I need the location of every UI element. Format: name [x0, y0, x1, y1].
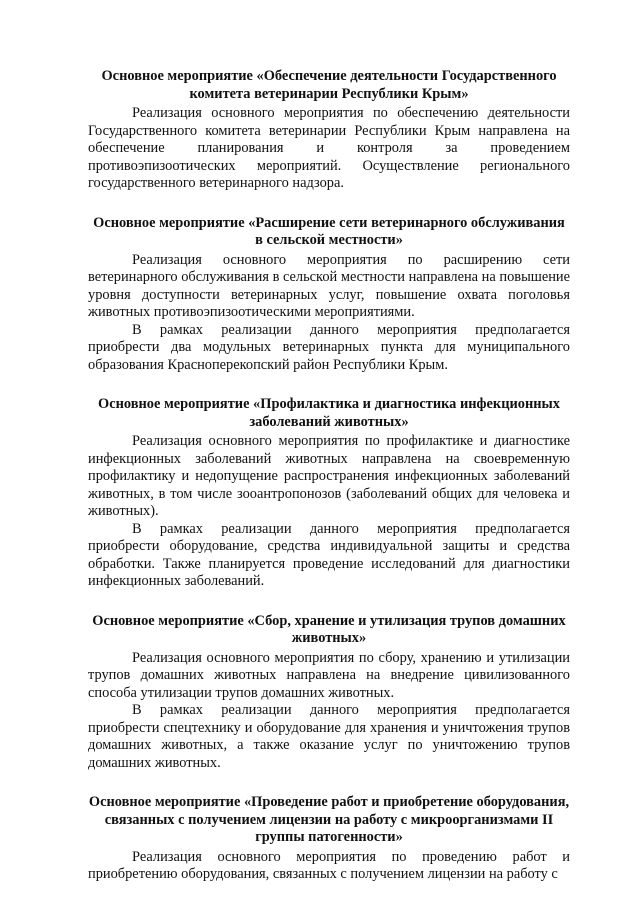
paragraph: Реализация основного мероприятия по профилактике и диагностике инфекционных заболеваний животных направлена на своевременную профилактику и недопущение распространения инфекционных заболеваний животных, в том числе зооантропонозов (заболеваний общих для человека и животных).: [88, 433, 570, 519]
paragraph: Реализация основного мероприятия по расширению сети ветеринарного обслуживания в сельской местности направлена на повышение уровня доступности ветеринарных услуг, повышение охвата поголовья животных противоэпизоотическими мероприятиями.: [88, 251, 570, 320]
paragraph: Реализация основного мероприятия по сбору, хранению и утилизации трупов домашних животных направлена на внедрение цивилизованного способа утилизации трупов домашних животных.: [88, 649, 570, 701]
section-heading: Основное мероприятие «Проведение работ и приобретение оборудования, связанных с получением лицензии на работу с микроорганизмами II группы патогенности»: [88, 794, 570, 845]
paragraph: В рамках реализации данного мероприятия предполагается приобрести два модульных ветеринарных пункта для муниципального образования Красноперекопский район Республики Крым.: [88, 321, 570, 373]
section-state-committee: [88, 68, 570, 193]
paragraph: В рамках реализации данного мероприятия предполагается приобрести спецтехнику и оборудование для хранения и уничтожения трупов домашних животных, а также оказание услуг по уничтожению трупов домашних животных.: [88, 702, 570, 771]
section-heading: Основное мероприятие «Профилактика и диагностика инфекционных заболеваний животных»: [98, 396, 560, 430]
paragraph: Реализация основного мероприятия по обеспечению деятельности Государственного комитета ветеринарии Республики Крым направлена на обеспечение планирования и контроля за проведением противоэпизоотических мероприятий. Осуществление регионального государственного ветеринарного надзора.: [88, 105, 570, 191]
paragraph: В рамках реализации данного мероприятия предполагается приобрести оборудование, средства индивидуальной защиты и средства обработки. Также планируется проведение исследований для диагностики инфекционных заболеваний.: [88, 520, 570, 589]
section-heading: Основное мероприятие «Обеспечение деятельности Государственного комитета ветеринарии Республики Крым»: [101, 68, 557, 102]
paragraph: Реализация основного мероприятия по проведению работ и приобретению оборудования, связанных с получением лицензии на работу с: [88, 848, 570, 882]
section-prevention-diagnostics: [88, 396, 570, 591]
section-heading: Основное мероприятие «Сбор, хранение и утилизация трупов домашних животных»: [92, 612, 566, 646]
section-heading: Основное мероприятие «Расширение сети ветеринарного обслуживания в сельской местности»: [93, 214, 565, 248]
section-rural-network: [88, 215, 570, 375]
section-licensing: [88, 794, 570, 884]
section-disposal: [88, 613, 570, 773]
